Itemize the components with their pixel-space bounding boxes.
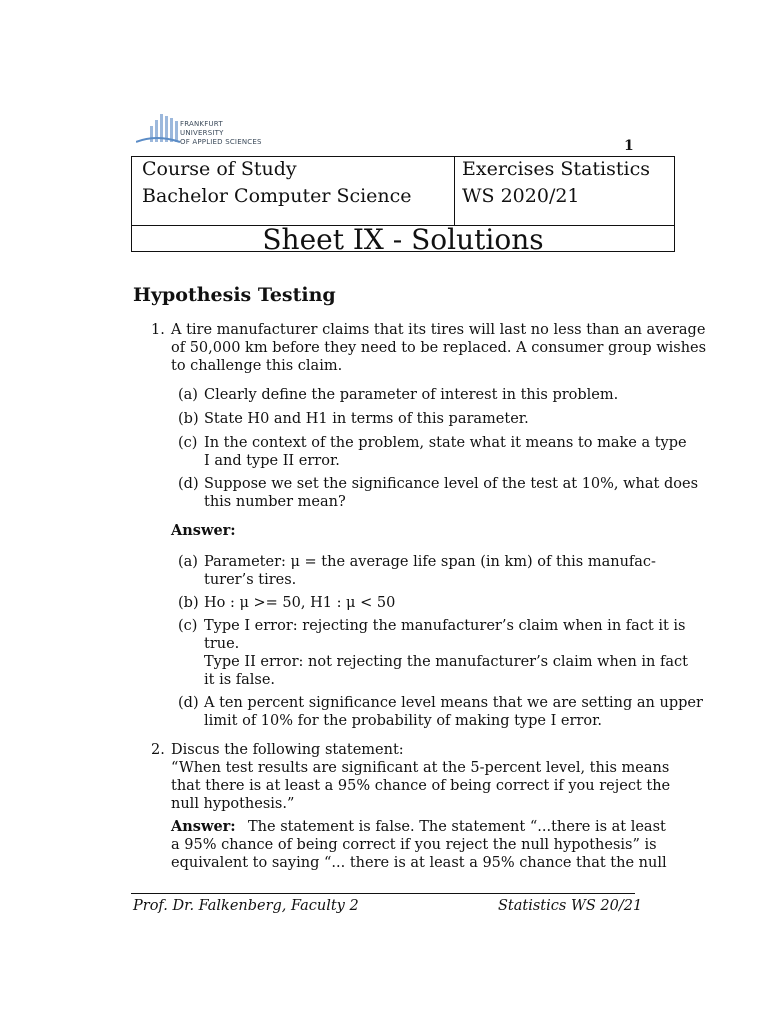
q1-answer-label: (d) [178, 695, 199, 711]
course-name: Bachelor Computer Science [142, 185, 412, 207]
sheet-title: Sheet IX - Solutions [262, 223, 544, 256]
q1-answer-text: A ten percent significance level means that we are setting an upper [204, 695, 703, 711]
q1-part-label: (a) [178, 387, 198, 403]
q1-part-text: State H0 and H1 in terms of this parameter. [204, 411, 529, 427]
q2-answer-line: a 95% chance of being correct if you reject the null hypothesis” is [171, 837, 657, 853]
q1-line-2: of 50,000 km before they need to be replaced. A consumer group wishes [171, 340, 707, 356]
footer-right: Statistics WS 20/21 [498, 898, 643, 914]
q1-answer-label: Answer: [171, 522, 236, 539]
footer-left: Prof. Dr. Falkenberg, Faculty 2 [133, 898, 359, 914]
q1-answer-label: (a) [178, 554, 198, 570]
header-box [131, 156, 675, 256]
logo-text: FRANKFURT UNIVERSITY OF APPLIED SCIENCES [180, 120, 262, 146]
subject: Exercises Statistics [462, 158, 650, 180]
q1-answer-text: limit of 10% for the probability of making type I error. [204, 713, 603, 729]
q1-part-text: In the context of the problem, state what it means to make a type [204, 435, 687, 451]
q2-number: 2. [151, 742, 165, 758]
q2-line: that there is at least a 95% chance of being correct if you reject the [171, 778, 671, 794]
q1-part-text: this number mean? [204, 494, 346, 510]
q1-part-label: (c) [178, 435, 198, 451]
footer-rule [131, 893, 635, 894]
term: WS 2020/21 [462, 185, 580, 207]
q1-part-label: (b) [178, 411, 199, 427]
q1-answer-text: Type I error: rejecting the manufacturer’s claim when in fact it is [204, 618, 686, 634]
course-label: Course of Study [142, 158, 297, 180]
q1-part-text: Clearly define the parameter of interest in this problem. [204, 387, 619, 403]
q1-answer-text: it is false. [204, 672, 276, 688]
q2-line: null hypothesis.” [171, 796, 295, 812]
q2-line: Discus the following statement: [171, 742, 404, 758]
q1-answer-label: (b) [178, 595, 199, 611]
q1-answer-text: Ho : μ >= 50, H1 : μ < 50 [204, 595, 396, 611]
q1-line-3: to challenge this claim. [171, 358, 343, 374]
q1-part-text: Suppose we set the significance level of the test at 10%, what does [204, 476, 699, 492]
q2-answer-line: The statement is false. The statement “...there is at least [248, 819, 666, 835]
q2-line: “When test results are significant at the 5-percent level, this means [171, 760, 670, 776]
q1-line-1: A tire manufacturer claims that its tires will last no less than an average [171, 322, 706, 338]
q1-answer-text: true. [204, 636, 240, 652]
q1-answer-text: turer’s tires. [204, 572, 297, 588]
q1-answer-text: Type II error: not rejecting the manufacturer’s claim when in fact [204, 654, 688, 670]
section-title: Hypothesis Testing [133, 284, 336, 306]
q1-answer-label: (c) [178, 618, 198, 634]
q1-part-text: I and type II error. [204, 453, 340, 469]
q1-number: 1. [151, 322, 165, 338]
q1-part-label: (d) [178, 476, 199, 492]
page-number: 1 [624, 138, 634, 154]
q2-answer-label: Answer: [171, 818, 236, 835]
q1-answer-text: Parameter: μ = the average life span (in km) of this manufac- [204, 554, 656, 570]
q2-answer-line: equivalent to saying “... there is at least a 95% chance that the null [171, 855, 667, 871]
